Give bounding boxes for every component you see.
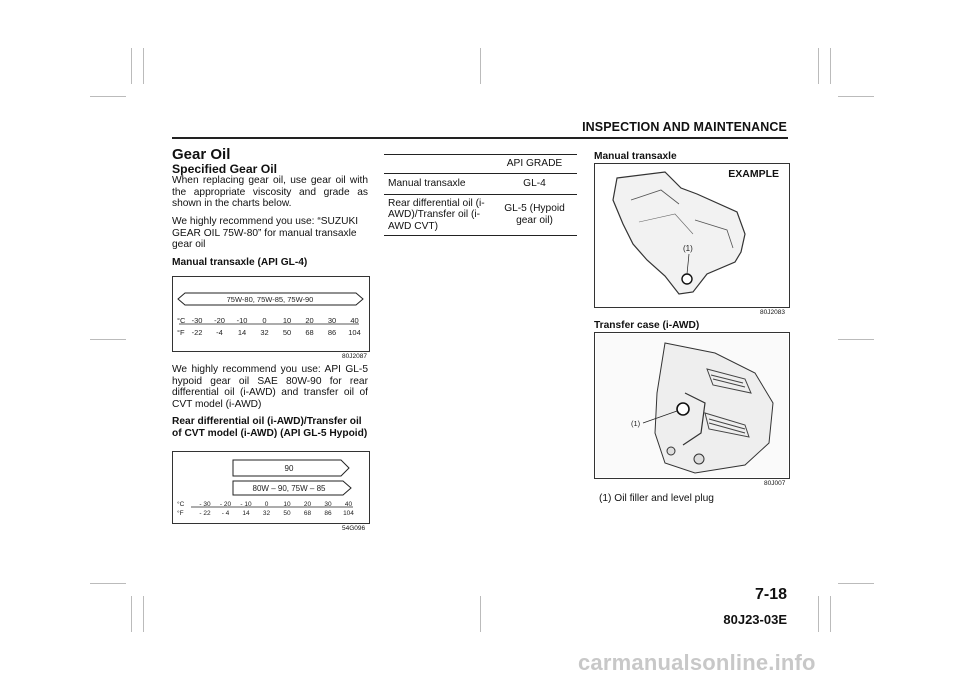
table-cell-label: Manual transaxle xyxy=(384,174,492,195)
manual-transaxle-heading: Manual transaxle (API GL-4) xyxy=(172,256,308,268)
figure-legend: (1) Oil filler and level plug xyxy=(599,493,714,504)
crop-mark xyxy=(818,48,819,84)
celsius-unit: °C xyxy=(177,501,185,508)
table-row xyxy=(384,195,577,236)
recommend-paragraph-2: We highly recommend you use: API GL-5 hypoid gear oil SAE 80W-90 for rear differential oil (i-AWD) and transfer oil of CVT model (i-AWD) xyxy=(172,364,368,410)
crop-mark xyxy=(818,596,819,632)
left-column xyxy=(172,146,368,268)
crop-mark xyxy=(830,48,831,84)
celsius-tick-label: - 10 xyxy=(240,501,252,508)
header-rule xyxy=(172,137,788,139)
fahrenheit-unit: °F xyxy=(177,510,184,517)
fahrenheit-tick-label: 86 xyxy=(324,510,332,517)
crop-mark xyxy=(830,596,831,632)
table-header-empty xyxy=(384,155,492,174)
fahrenheit-tick-label: 104 xyxy=(348,328,361,337)
figure-code: 54G096 xyxy=(342,525,366,532)
fahrenheit-tick-label: - 22 xyxy=(199,510,211,517)
section-title: Gear Oil xyxy=(172,146,231,163)
transaxle-drawing xyxy=(595,164,789,307)
transfer-case-figure xyxy=(594,332,790,479)
fahrenheit-tick-label: 68 xyxy=(305,328,314,337)
celsius-tick-label: 40 xyxy=(344,501,353,508)
band-90-label: 90 xyxy=(284,464,294,473)
page-number: 7-18 xyxy=(754,586,787,603)
fahrenheit-tick-label: - 4 xyxy=(221,510,230,517)
fahrenheit-tick-label: 32 xyxy=(262,510,271,517)
fahrenheit-tick-label: 50 xyxy=(283,510,291,517)
celsius-tick-label: 20 xyxy=(305,316,314,325)
fahrenheit-tick-label: 104 xyxy=(343,510,354,517)
celsius-tick-label: 0 xyxy=(262,316,267,325)
celsius-tick-label: 10 xyxy=(282,316,292,325)
example-label: EXAMPLE xyxy=(728,168,779,180)
celsius-tick-label: 40 xyxy=(350,316,359,325)
crop-mark xyxy=(143,48,144,84)
manual-transaxle-title: Manual transaxle xyxy=(594,151,677,162)
transfer-case-drawing xyxy=(595,333,789,478)
fahrenheit-tick-label: -4 xyxy=(216,328,223,337)
oil-filler-plug-icon xyxy=(677,403,689,415)
celsius-tick-label: -10 xyxy=(236,316,248,325)
table-cell-label: Rear differential oil (i-AWD)/Transfer oil (i-AWD CVT) xyxy=(384,195,492,236)
crop-mark xyxy=(131,48,132,84)
fahrenheit-tick-label: 14 xyxy=(237,328,247,337)
celsius-tick-label: - 30 xyxy=(199,501,211,508)
celsius-tick-label: 30 xyxy=(327,316,337,325)
table-header-cell: API GRADE xyxy=(492,155,577,174)
transfer-case-title: Transfer case (i-AWD) xyxy=(594,320,700,331)
celsius-tick-label: 10 xyxy=(283,501,291,508)
celsius-unit: °C xyxy=(177,316,186,325)
crop-mark xyxy=(143,596,144,632)
celsius-tick-label: 0 xyxy=(264,501,269,508)
fahrenheit-unit: °F xyxy=(177,328,185,337)
fahrenheit-tick-label: 68 xyxy=(303,510,312,517)
crop-mark xyxy=(838,583,874,584)
crop-mark xyxy=(480,596,481,632)
crop-mark xyxy=(480,48,481,84)
viscosity-chart-rear-diff-svg xyxy=(173,452,369,523)
figure-code: 80J007 xyxy=(764,480,786,487)
oil-filler-plug-icon xyxy=(682,274,692,284)
viscosity-chart-manual-svg xyxy=(173,277,369,351)
page-header-title: INSPECTION AND MAINTENANCE xyxy=(582,120,787,134)
figure-callout: (1) xyxy=(631,419,641,428)
manual-transaxle-figure xyxy=(594,163,790,308)
crop-mark xyxy=(131,596,132,632)
figure-code: 80J2083 xyxy=(760,309,785,316)
table-cell-grade: GL-4 xyxy=(492,174,577,195)
fahrenheit-tick-label: 50 xyxy=(282,328,292,337)
fahrenheit-tick-label: 86 xyxy=(327,328,337,337)
figure-code: 80J2087 xyxy=(342,353,367,360)
rear-diff-heading: Rear differential oil (i-AWD)/Transfer oil of CVT model (i-AWD) (API GL-5 Hypoid) xyxy=(172,416,368,439)
crop-mark xyxy=(838,339,874,340)
table-cell-grade: GL-5 (Hypoid gear oil) xyxy=(492,195,577,236)
band-80w90-label: 80W – 90, 75W – 85 xyxy=(252,484,326,493)
fahrenheit-tick-label: 14 xyxy=(242,510,250,517)
celsius-tick-label: 30 xyxy=(324,501,332,508)
figure-callout: (1) xyxy=(683,244,693,253)
subsection-title: Specified Gear Oil xyxy=(172,161,277,176)
left-column-continued xyxy=(172,364,368,440)
fahrenheit-tick-label: -22 xyxy=(191,328,203,337)
table-row xyxy=(384,174,577,195)
watermark: carmanualsonline.info xyxy=(578,650,816,675)
celsius-tick-label: 20 xyxy=(303,501,312,508)
viscosity-chart-rear-diff xyxy=(172,451,370,524)
document-code: 80J23-03E xyxy=(723,612,787,627)
celsius-tick-label: - 20 xyxy=(219,501,232,508)
celsius-tick-label: -30 xyxy=(191,316,203,325)
crop-mark xyxy=(90,583,126,584)
crop-mark xyxy=(90,339,126,340)
table-header-row xyxy=(384,155,577,174)
intro-paragraph: When replacing gear oil, use gear oil with the appropriate viscosity and grade as shown in the charts below. xyxy=(172,175,368,210)
crop-mark xyxy=(838,96,874,97)
recommend-paragraph-1: We highly recommend you use: “SUZUKI GEAR OIL 75W-80” for manual transaxle gear oil xyxy=(172,215,359,251)
api-grade-table xyxy=(384,154,577,236)
band-label: 75W-80, 75W-85, 75W-90 xyxy=(226,295,314,304)
fahrenheit-tick-label: 32 xyxy=(260,328,269,337)
celsius-tick-label: -20 xyxy=(214,316,225,325)
crop-mark xyxy=(90,96,126,97)
viscosity-chart-manual xyxy=(172,276,370,352)
